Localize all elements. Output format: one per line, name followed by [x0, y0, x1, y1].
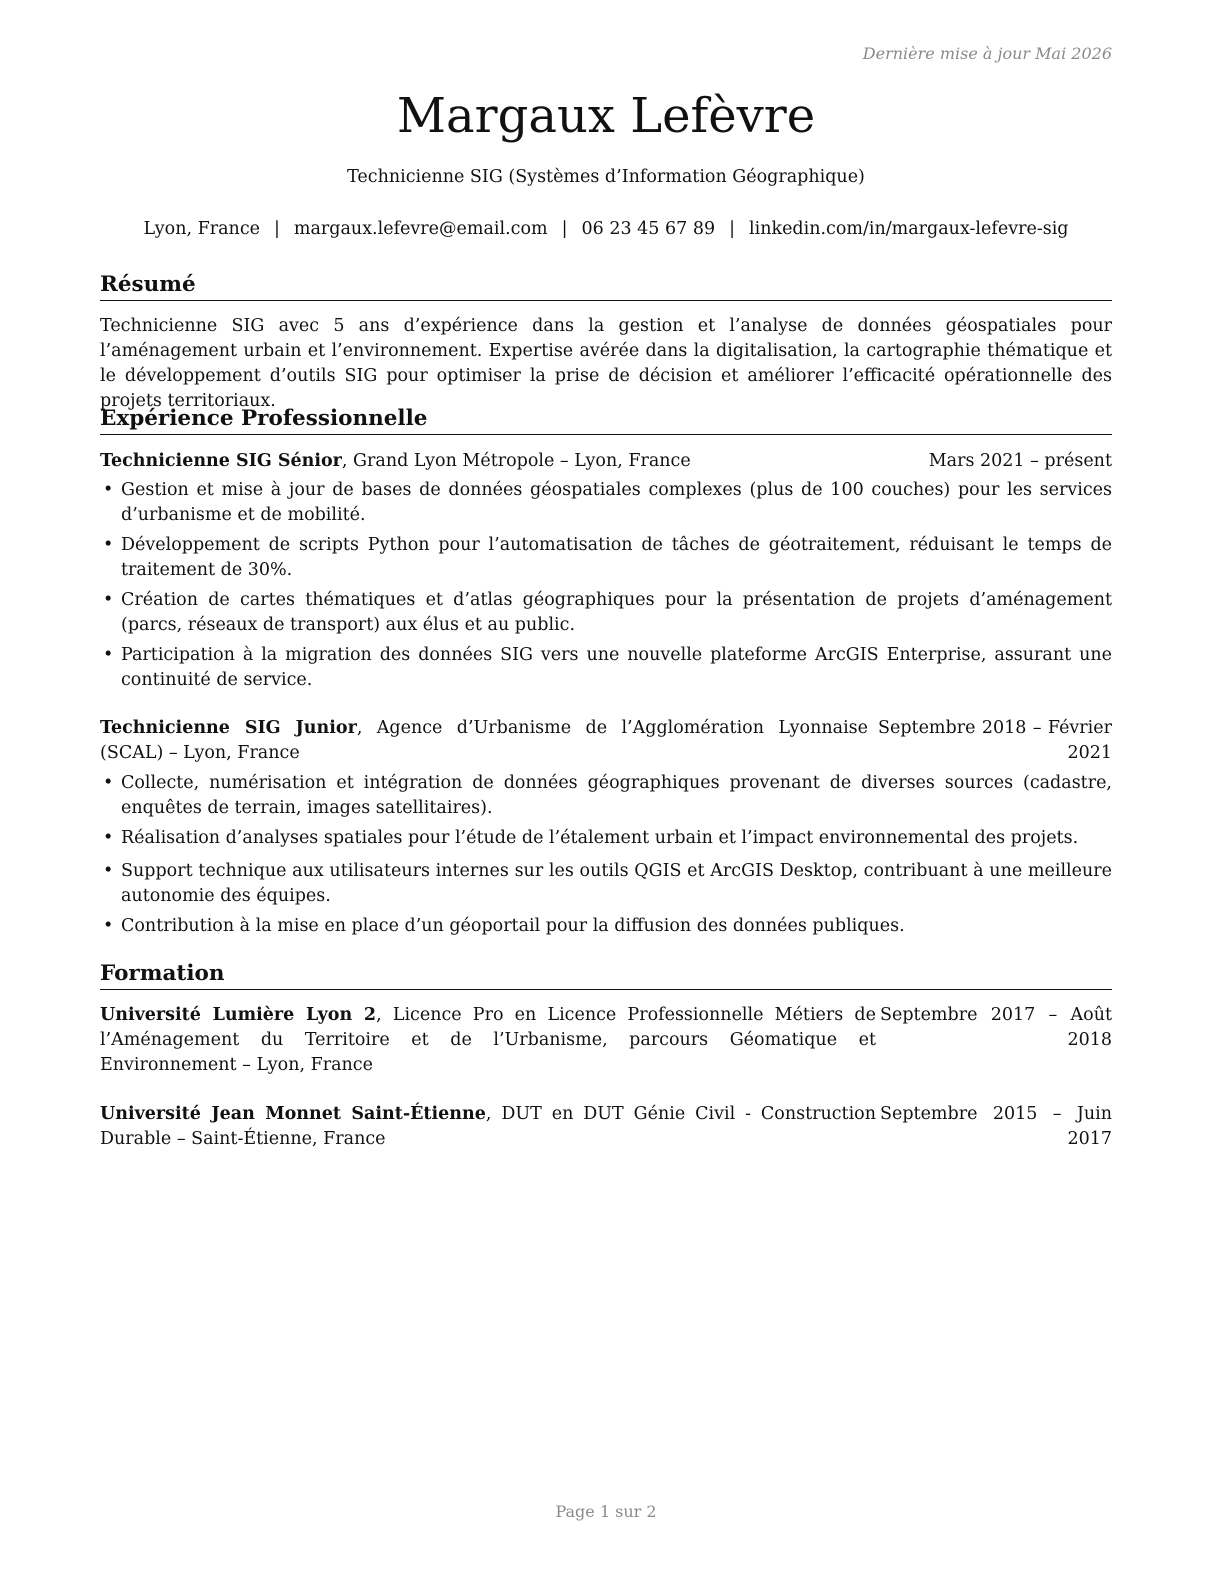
job-details: , Grand Lyon Métropole – Lyon, France	[341, 451, 691, 471]
education-line	[100, 1003, 876, 1078]
education-dates: Septembre 2015 – Juin 2017	[880, 1104, 1112, 1149]
page-number: Page 1 sur 2	[555, 1502, 657, 1521]
education-entry	[100, 1003, 1112, 1078]
contact-separator: |	[561, 219, 568, 239]
contact-email[interactable]: margaux.lefevre@email.com	[293, 219, 548, 239]
education-entry	[100, 1102, 1112, 1152]
job-role: Technicienne SIG Sénior	[100, 451, 342, 471]
education-details: , Licence Pro en Licence Professionnelle Métiers de l’Aménagement du Territoire et de l’Urbanisme, parcours Géomatique et Environnement – Lyon, France	[100, 1005, 876, 1075]
contact-line	[100, 219, 1112, 239]
candidate-headline: Technicienne SIG (Systèmes d’Information Géographique)	[347, 167, 865, 187]
candidate-name: Margaux Lefèvre	[396, 88, 816, 144]
job-dates: Septembre 2018 – Février 2021	[878, 718, 1112, 763]
resume-page	[100, 0, 1112, 1584]
contact-phone[interactable]: 06 23 45 67 89	[581, 219, 716, 239]
list-item: • Création de cartes thématiques et d’atlas géographiques pour la présentation de projets d’aménagement (parcs, réseaux de transport) aux élus et au public.	[100, 588, 1112, 638]
job-bullets	[100, 771, 1112, 944]
education-dates: Septembre 2017 – Août 2018	[880, 1005, 1112, 1050]
section-title-summary: Résumé	[100, 271, 1112, 301]
summary-text: Technicienne SIG avec 5 ans d’expérience dans la gestion et l’analyse de données géospatiales pour l’aménagement urbain et l’environnement. Expertise avérée dans la digitalisation, la cartographie thématique et le développement d’outils SIG pour optimiser la prise de décision et améliorer l’efficacité opérationnelle des projets territoriaux.	[100, 316, 1112, 411]
list-item: • Collecte, numérisation et intégration de données géographiques provenant de diverses sources (cadastre, enquêtes de terrain, images satellitaires).	[100, 771, 1112, 821]
list-item: • Développement de scripts Python pour l’automatisation de tâches de géotraitement, réduisant le temps de traitement de 30%.	[100, 533, 1112, 583]
list-item: • Participation à la migration des données SIG vers une nouvelle plateforme ArcGIS Enterprise, assurant une continuité de service.	[100, 643, 1112, 693]
job-title-line	[100, 449, 929, 474]
job-title-line	[100, 716, 868, 766]
contact-location: Lyon, France	[143, 219, 260, 239]
job-bullets	[100, 478, 1112, 698]
last-updated: Dernière mise à jour Mai 2026	[862, 44, 1112, 63]
education-details: , DUT en DUT Génie Civil - Construction Durable – Saint-Étienne, France	[100, 1104, 876, 1149]
education-school: Université Jean Monnet Saint-Étienne	[100, 1104, 486, 1124]
contact-linkedin[interactable]: linkedin.com/in/margaux-lefevre-sig	[749, 219, 1069, 239]
education-school: Université Lumière Lyon 2	[100, 1005, 377, 1025]
education-line	[100, 1102, 876, 1152]
section-title-education: Formation	[100, 960, 1112, 990]
job-dates: Mars 2021 – présent	[928, 451, 1112, 471]
job-details: , Agence d’Urbanisme de l’Agglomération Lyonnaise (SCAL) – Lyon, France	[100, 718, 869, 763]
contact-separator: |	[729, 219, 735, 239]
list-item: • Gestion et mise à jour de bases de données géospatiales complexes (plus de 100 couches) pour les services d’urbanisme et de mobilité.	[100, 478, 1112, 528]
job-role: Technicienne SIG Junior	[100, 718, 357, 738]
list-item: • Réalisation d’analyses spatiales pour l’étude de l’étalement urbain et l’impact environnemental des projets.	[100, 826, 1112, 851]
contact-separator: |	[273, 219, 280, 239]
list-item: • Support technique aux utilisateurs internes sur les outils QGIS et ArcGIS Desktop, contribuant à une meilleure autonomie des équipes.	[100, 859, 1112, 909]
section-title-experience: Expérience Professionnelle	[100, 405, 1112, 435]
list-item: • Contribution à la mise en place d’un géoportail pour la diffusion des données publiques.	[100, 914, 1112, 939]
job-header	[100, 449, 1112, 474]
job-header	[100, 716, 1112, 766]
